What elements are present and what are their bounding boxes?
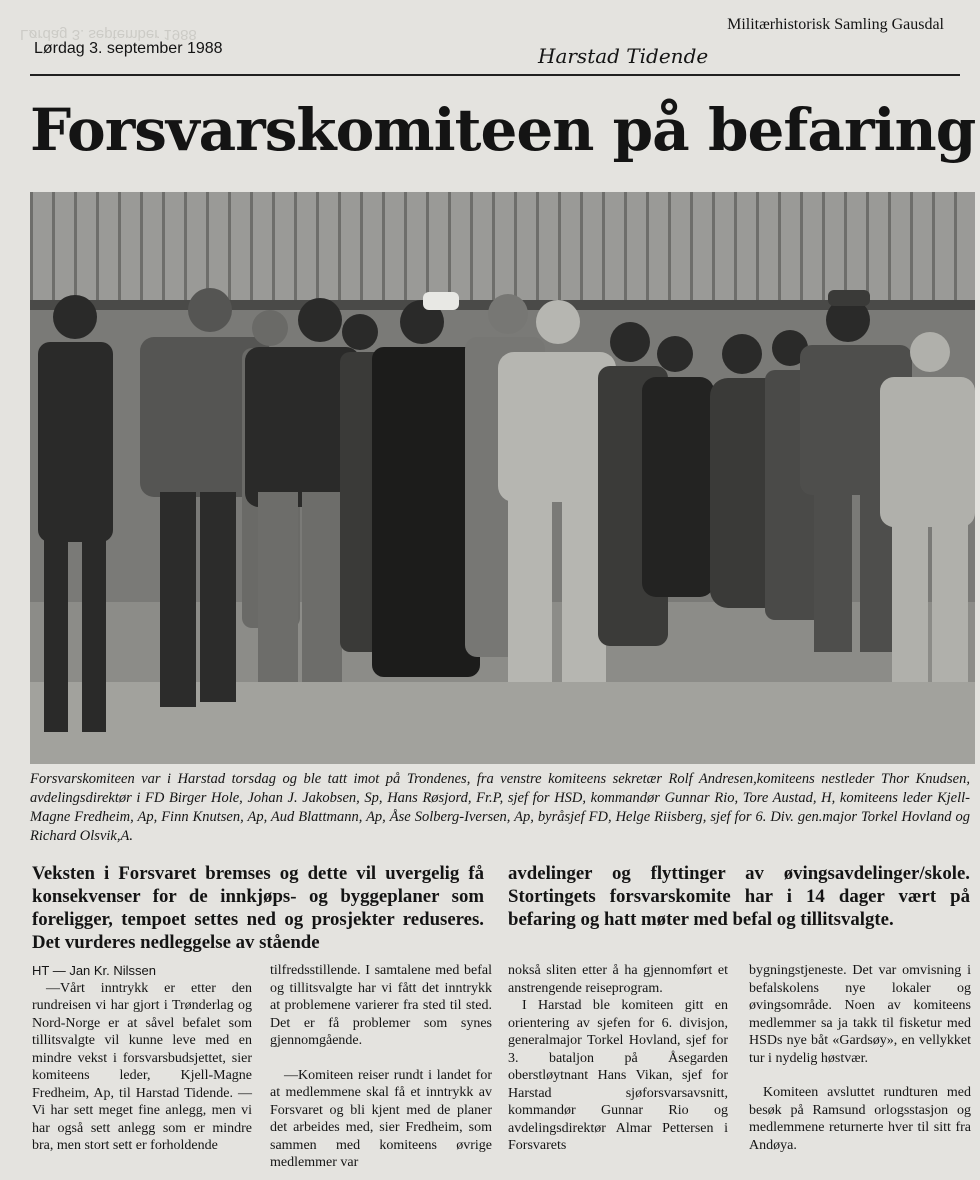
lead-paragraph-right: avdelinger og flyttinger av øvingsavdelinger/skole. Stortingets forsvarskomite har i 14 dager vært på befaring og hatt møter med befal og tillitsvalgte. (508, 863, 970, 930)
header-rule (30, 74, 960, 76)
byline: HT — Jan Kr. Nilssen (32, 963, 157, 978)
headline: Forsvarskomiteen på befaring (30, 96, 976, 164)
body-text: —Komiteen reiser rundt i landet for at medlemmene skal få et inntrykk av Forsvaret og bli kjent med de planer det arbeides med, sier Fredheim, som sammen med komiteens øvrige medlemmer var (270, 1067, 492, 1170)
newspaper-name: Harstad Tidende (538, 44, 709, 68)
bleed-through-text: Lørdag 3. september 1988 (20, 26, 197, 43)
photo-caption: Forsvarskomiteen var i Harstad torsdag og ble tatt imot på Trondenes, fra venstre komiteens sekretær Rolf Andresen,komiteens nestleder Thor Knudsen, avdelingsdirektør i FD Birger Hole, Johan J. Jakobsen, Sp, Hans Røsjord, Fr.P, sjef for HSD, kommandør Gunnar Rio, Tore Austad, H, komiteens leder Kjell-Magne Fredheim, Ap, Finn Knutsen, Ap, Aud Blattmann, Ap, Åse Solberg-Iversen, Ap, byråsjef FD, Helge Riisberg, sjef for 6. Div. gen.major Torkel Hovland og Richard Olsvik,A. (30, 771, 970, 844)
body-text: I Harstad ble komiteen gitt en orientering av sjefen for 6. divisjon, generalmajor Torkel Hovland, sjef for 3. bataljon på Åsegarden oberstløytnant Hans Vikan, sjef for Harstad sjøforsvarsavsnitt, kommandør Gunnar Rio og avdelingsdirektør Almar Pettersen i Forsvarets (508, 998, 728, 1153)
body-text: tilfredsstillende. I samtalene med befal og tillitsvalgte har vi fått det inntrykk at problemene varierer fra sted til sted. Det er få problemer som synes gjennomgående. (270, 963, 492, 1048)
body-column-2 (270, 962, 492, 1172)
body-text: nokså sliten etter å ha gjennomført et anstrengende reiseprogram. (508, 963, 728, 996)
body-column-4 (749, 962, 971, 1154)
group-photo (30, 192, 975, 764)
group-photo-illustration (30, 192, 975, 764)
lead-paragraph-left: Veksten i Forsvaret bremses og dette vil uvergelig få konsekvenser for de innkjøps- og byggeplaner som foreligger, tempoet settes ned og prosjekter reduseres. Det vurderes nedleggelse av stående (32, 863, 484, 953)
body-column-1 (32, 962, 252, 1155)
dateline: Lørdag 3. september 1988 (34, 40, 223, 57)
body-text: bygningstjeneste. Det var omvisning i befalskolens nye lokaler og øvingsområde. Noen av komiteens medlemmer sa ja takk til fisketur med HSDs nye båt «Gardsøy», en vellykket tur i nydelig høstvær. (749, 963, 971, 1066)
collection-stamp: Militærhistorisk Samling Gausdal (727, 16, 944, 33)
body-column-3 (508, 962, 728, 1155)
body-text: Komiteen avsluttet rundturen med besøk på Ramsund orlogsstasjon og medlemmene returnerte hver til sitt fra Andøya. (749, 1085, 971, 1153)
body-text: —Vårt inntrykk er etter den rundreisen vi har gjort i Trønderlag og Nord-Norge er at såvel befalet som tillitsvalgte vil kunne leve med en mindre vekst i forsvarsbudsjettet, sier komiteens leder, Kjell-Magne Fredheim, Ap, til Harstad Tidende. — Vi har sett meget fine anlegg, men vi har også sett anlegg som er mindre bra, men stort sett er forholdende (32, 980, 252, 1153)
